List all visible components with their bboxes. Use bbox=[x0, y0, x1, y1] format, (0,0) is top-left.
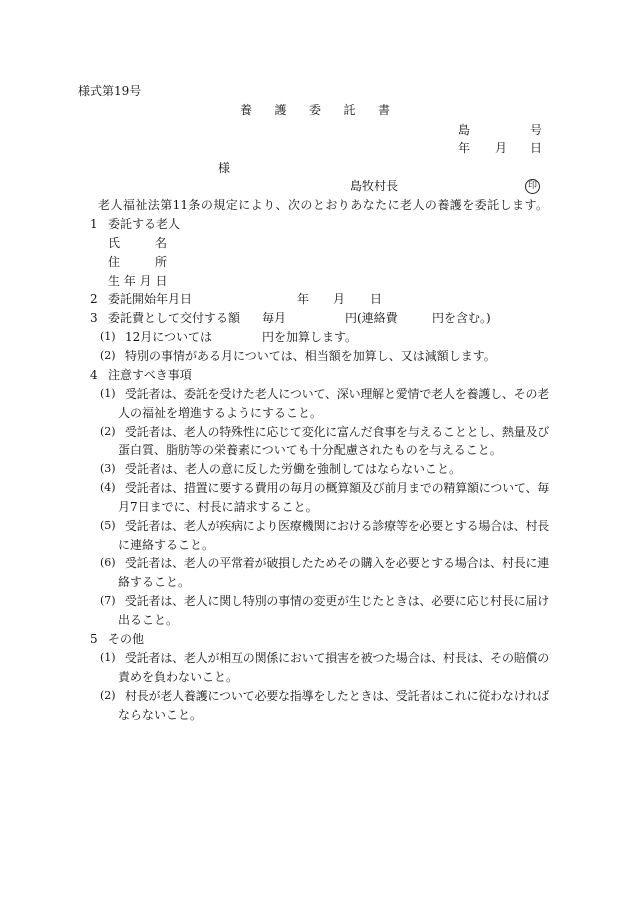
caution-item-text-continued: 出ること。 bbox=[118, 613, 179, 627]
caution-item-number: (1) bbox=[100, 387, 116, 400]
caution-item-text-continued: 蛋白質、脂肪等の栄養素についても十分配慮されたものを与えること。 bbox=[118, 443, 502, 457]
title-char: 養 bbox=[240, 103, 253, 117]
start-date-day: 日 bbox=[370, 292, 383, 306]
issue-date-day: 日 bbox=[530, 141, 543, 155]
caution-item-text-continued: 人の福祉を増進するようにすること。 bbox=[118, 406, 323, 420]
document-title bbox=[240, 103, 390, 117]
issue-date-year: 年 bbox=[458, 141, 471, 155]
monthly-label: 毎月 bbox=[262, 311, 287, 325]
title-char: 護 bbox=[274, 103, 287, 117]
section-number: 3 bbox=[90, 311, 98, 325]
name-label-char: 名 bbox=[155, 236, 168, 250]
caution-item-number: (5) bbox=[100, 519, 116, 532]
caution-item-text-continued: に連絡すること。 bbox=[118, 538, 215, 552]
fee-item-tail: 円を加算します。 bbox=[262, 330, 358, 344]
caution-item-text: 受託者は、老人の特殊性に応じて変化に富んだ食事を与えることとし、熱量及び bbox=[125, 425, 549, 439]
section-heading: 注意すべき事項 bbox=[108, 368, 192, 382]
other-item-text: 村長が老人養護について必要な指導をしたときは、受託者はこれに従わなければ bbox=[125, 689, 549, 703]
address-label-char: 所 bbox=[155, 255, 168, 269]
doc-number-prefix: 島 bbox=[458, 123, 471, 137]
other-item-text-continued: 責めを負わないこと。 bbox=[118, 670, 239, 684]
section-heading: その他 bbox=[108, 632, 145, 646]
caution-item-text: 受託者は、老人が疾病により医療機関における診療等を必要とする場合は、村長 bbox=[125, 519, 549, 533]
other-item-number: (2) bbox=[100, 689, 116, 702]
caution-item-text: 受託者は、老人の意に反した労働を強制してはならないこと。 bbox=[125, 462, 462, 476]
section-number: 4 bbox=[90, 368, 98, 382]
name-label-char: 氏 bbox=[108, 236, 121, 250]
caution-item-text: 受託者は、老人に関し特別の事情の変更が生じたときは、必要に応じ村長に届け bbox=[125, 594, 549, 608]
issuer-name: 島牧村長 bbox=[350, 179, 399, 193]
section-number: 1 bbox=[90, 217, 98, 231]
caution-item-text: 受託者は、委託を受けた老人について、深い理解と愛情で老人を養護し、その老 bbox=[125, 387, 549, 401]
caution-item-text: 受託者は、措置に要する費用の毎月の概算額及び前月までの精算額について、毎 bbox=[125, 481, 549, 495]
title-char: 書 bbox=[377, 103, 390, 117]
fee-item-number: (2) bbox=[100, 349, 116, 362]
section-number: 5 bbox=[90, 632, 98, 646]
title-char: 託 bbox=[343, 103, 356, 117]
start-date-month: 月 bbox=[333, 292, 346, 306]
caution-item-number: (6) bbox=[100, 556, 116, 569]
caution-item-number: (3) bbox=[100, 462, 116, 475]
caution-item-text-continued: 月7日までに、村長に請求すること。 bbox=[118, 500, 318, 514]
issue-date-month: 月 bbox=[495, 141, 508, 155]
fee-item-number: (1) bbox=[100, 330, 116, 343]
fee-item-text: 特別の事情がある月については、相当額を加算し、又は減額します。 bbox=[125, 349, 496, 363]
section-heading: 委託する老人 bbox=[108, 217, 181, 231]
caution-item-text: 受託者は、老人の平常着が破損したためその購入を必要とする場合は、村長に連 bbox=[125, 556, 549, 570]
other-item-number: (1) bbox=[100, 651, 116, 664]
title-char: 委 bbox=[308, 103, 321, 117]
section-heading: 委託費として交付する額 bbox=[108, 311, 241, 325]
addressee-honorific: 様 bbox=[218, 161, 231, 175]
fee-item-text: 12月については bbox=[125, 330, 213, 344]
section-heading: 委託開始年月日 bbox=[108, 292, 193, 306]
caution-item-text-continued: 絡すること。 bbox=[118, 575, 191, 589]
doc-number-suffix: 号 bbox=[530, 123, 543, 137]
yen-contact-label: 円(連絡費 bbox=[345, 311, 398, 325]
start-date-year: 年 bbox=[297, 292, 310, 306]
form-number: 様式第19号 bbox=[78, 84, 142, 98]
other-item-text-continued: ならないこと。 bbox=[118, 708, 203, 722]
caution-item-number: (4) bbox=[100, 481, 116, 494]
seal-mark: 印 bbox=[525, 179, 540, 194]
address-label-char: 住 bbox=[108, 255, 121, 269]
yen-included-label: 円を含む。) bbox=[432, 311, 491, 325]
birth-date-label: 生 年 月 日 bbox=[108, 274, 168, 288]
section-number: 2 bbox=[90, 292, 98, 306]
intro-text: 老人福祉法第11条の規定により、次のとおりあなたに老人の養護を委託します。 bbox=[98, 198, 548, 212]
caution-item-number: (2) bbox=[100, 425, 116, 438]
caution-item-number: (7) bbox=[100, 594, 116, 607]
other-item-text: 受託者は、老人が相互の関係において損害を被つた場合は、村長は、その賠償の bbox=[125, 651, 549, 665]
